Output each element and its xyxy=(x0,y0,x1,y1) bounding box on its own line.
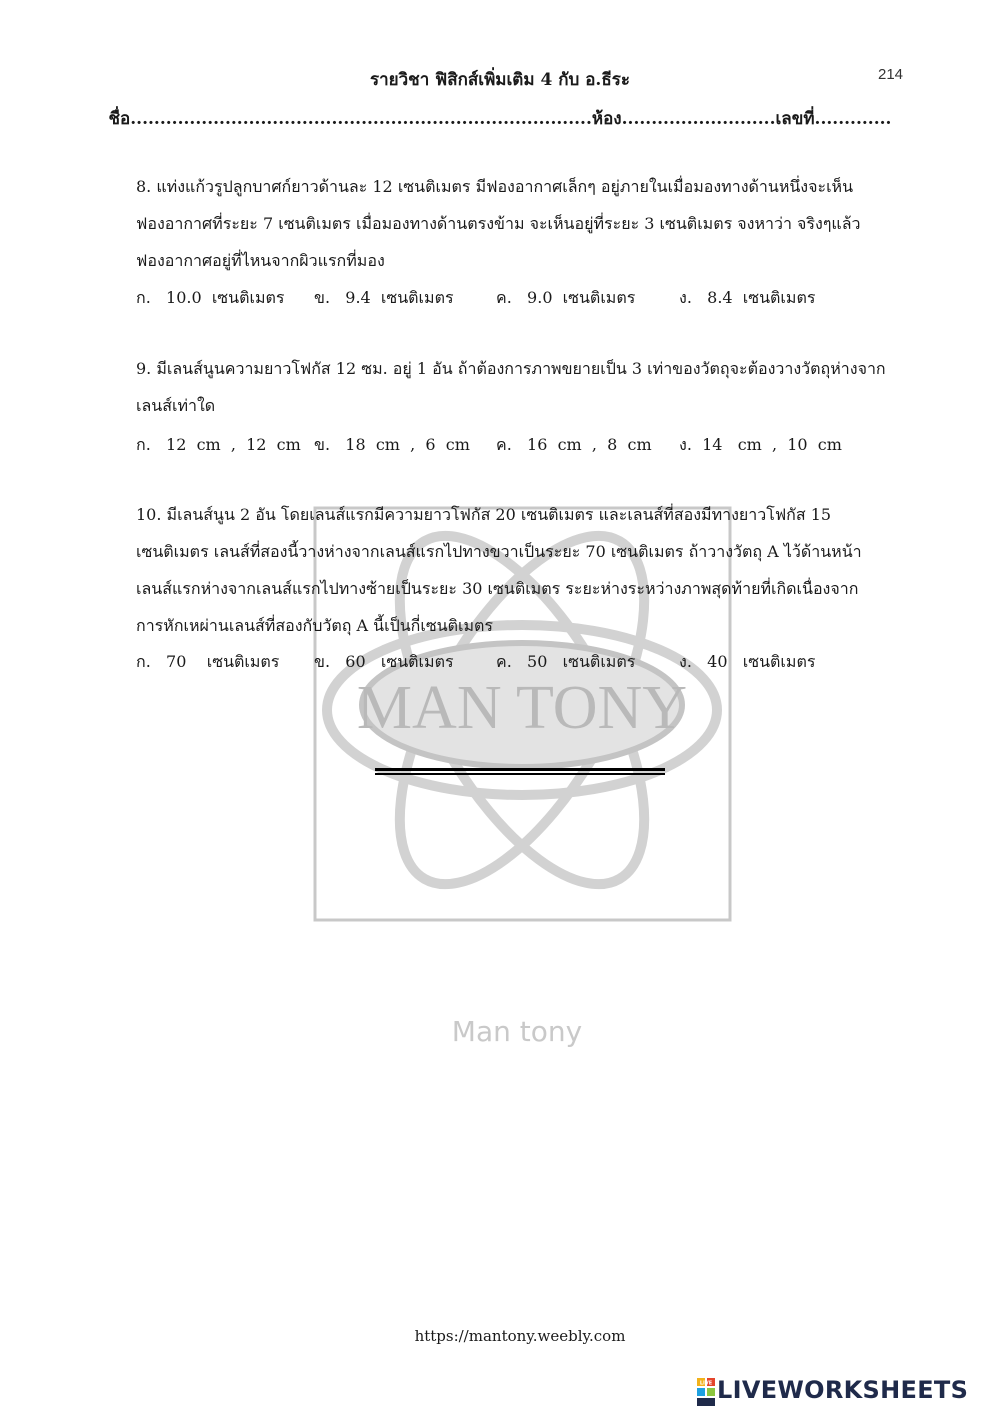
page-title: รายวิชา ฟิสิกส์เพิ่มเติม 4 กับ อ.ธีระ xyxy=(370,70,630,90)
svg-text:MAN TONY: MAN TONY xyxy=(356,674,688,742)
question-line: 8. แท่งแก้วรูปลูกบาศก์ยาวด้านละ 12 เซนติเมตร มีฟองอากาศเล็กๆ อยู่ภายในเมื่อมองทางด้านหนึ่งจะเห็น xyxy=(136,177,854,196)
choice-c[interactable]: ค. 9.0 เซนติเมตร xyxy=(496,288,636,307)
double-rule-bottom xyxy=(375,773,665,775)
choice-d[interactable]: ง. 14 cm , 10 cm xyxy=(679,435,842,454)
choice-d[interactable]: ง. 40 เซนติเมตร xyxy=(679,652,816,671)
liveworksheets-logo-icon xyxy=(697,1378,715,1406)
choice-b[interactable]: ข. 60 เซนติเมตร xyxy=(314,652,454,671)
student-info-line: ชื่อ..............................................................................ห้อง..........................เลขที่............. xyxy=(108,109,892,129)
question-line: ฟองอากาศอยู่ที่ไหนจากผิวแรกที่มอง xyxy=(136,251,385,270)
choice-b[interactable]: ข. 18 cm , 6 cm xyxy=(314,435,470,454)
question-line: เลนส์แรกห่างจากเลนส์แรกไปทางซ้ายเป็นระยะ 30 เซนติเมตร ระยะห่างระหว่างภาพสุดท้ายที่เกิดเนื่องจาก xyxy=(136,579,859,598)
choice-c[interactable]: ค. 16 cm , 8 cm xyxy=(496,435,652,454)
page-number: 214 xyxy=(878,66,904,83)
question-line: เซนติเมตร เลนส์ที่สองนี้วางห่างจากเลนส์แรกไปทางขวาเป็นระยะ 70 เซนติเมตร ถ้าวางวัตถุ A ไว้ด้านหน้า xyxy=(136,542,862,561)
choice-c[interactable]: ค. 50 เซนติเมตร xyxy=(496,652,636,671)
choice-d[interactable]: ง. 8.4 เซนติเมตร xyxy=(679,288,816,307)
footer-url[interactable]: https://mantony.weebly.com xyxy=(414,1327,626,1345)
choice-a[interactable]: ก. 70 เซนติเมตร xyxy=(136,652,280,671)
question-line: เลนส์เท่าใด xyxy=(136,396,216,415)
question-line: ฟองอากาศที่ระยะ 7 เซนติเมตร เมื่อมองทางด้านตรงข้าม จะเห็นอยู่ที่ระยะ 3 เซนติเมตร จงหาว่า จริงๆแล้ว xyxy=(136,214,861,233)
svg-text:LIVE: LIVE xyxy=(699,1380,713,1387)
question-line: การหักเหผ่านเลนส์ที่สองกับวัตถุ A นี้เป็นกี่เซนติเมตร xyxy=(136,616,493,635)
question-line: 9. มีเลนส์นูนความยาวโฟกัส 12 ซม. อยู่ 1 อัน ถ้าต้องการภาพขยายเป็น 3 เท่าของวัตถุจะต้องวางวัตถุห่างจาก xyxy=(136,359,886,378)
double-rule-top xyxy=(375,768,665,771)
question-8-text xyxy=(136,168,916,279)
choice-a[interactable]: ก. 12 cm , 12 cm xyxy=(136,435,301,454)
question-line: 10. มีเลนส์นูน 2 อัน โดยเลนส์แรกมีความยาวโฟกัส 20 เซนติเมตร และเลนส์ที่สองมีทางยาวโฟกัส 15 xyxy=(136,505,832,524)
watermark-caption: Man tony xyxy=(451,1015,583,1048)
choice-a[interactable]: ก. 10.0 เซนติเมตร xyxy=(136,288,285,307)
question-10-text xyxy=(136,496,916,644)
choice-b[interactable]: ข. 9.4 เซนติเมตร xyxy=(314,288,454,307)
brand-name: LIVEWORKSHEETS xyxy=(717,1376,969,1404)
question-9-text xyxy=(136,350,916,424)
